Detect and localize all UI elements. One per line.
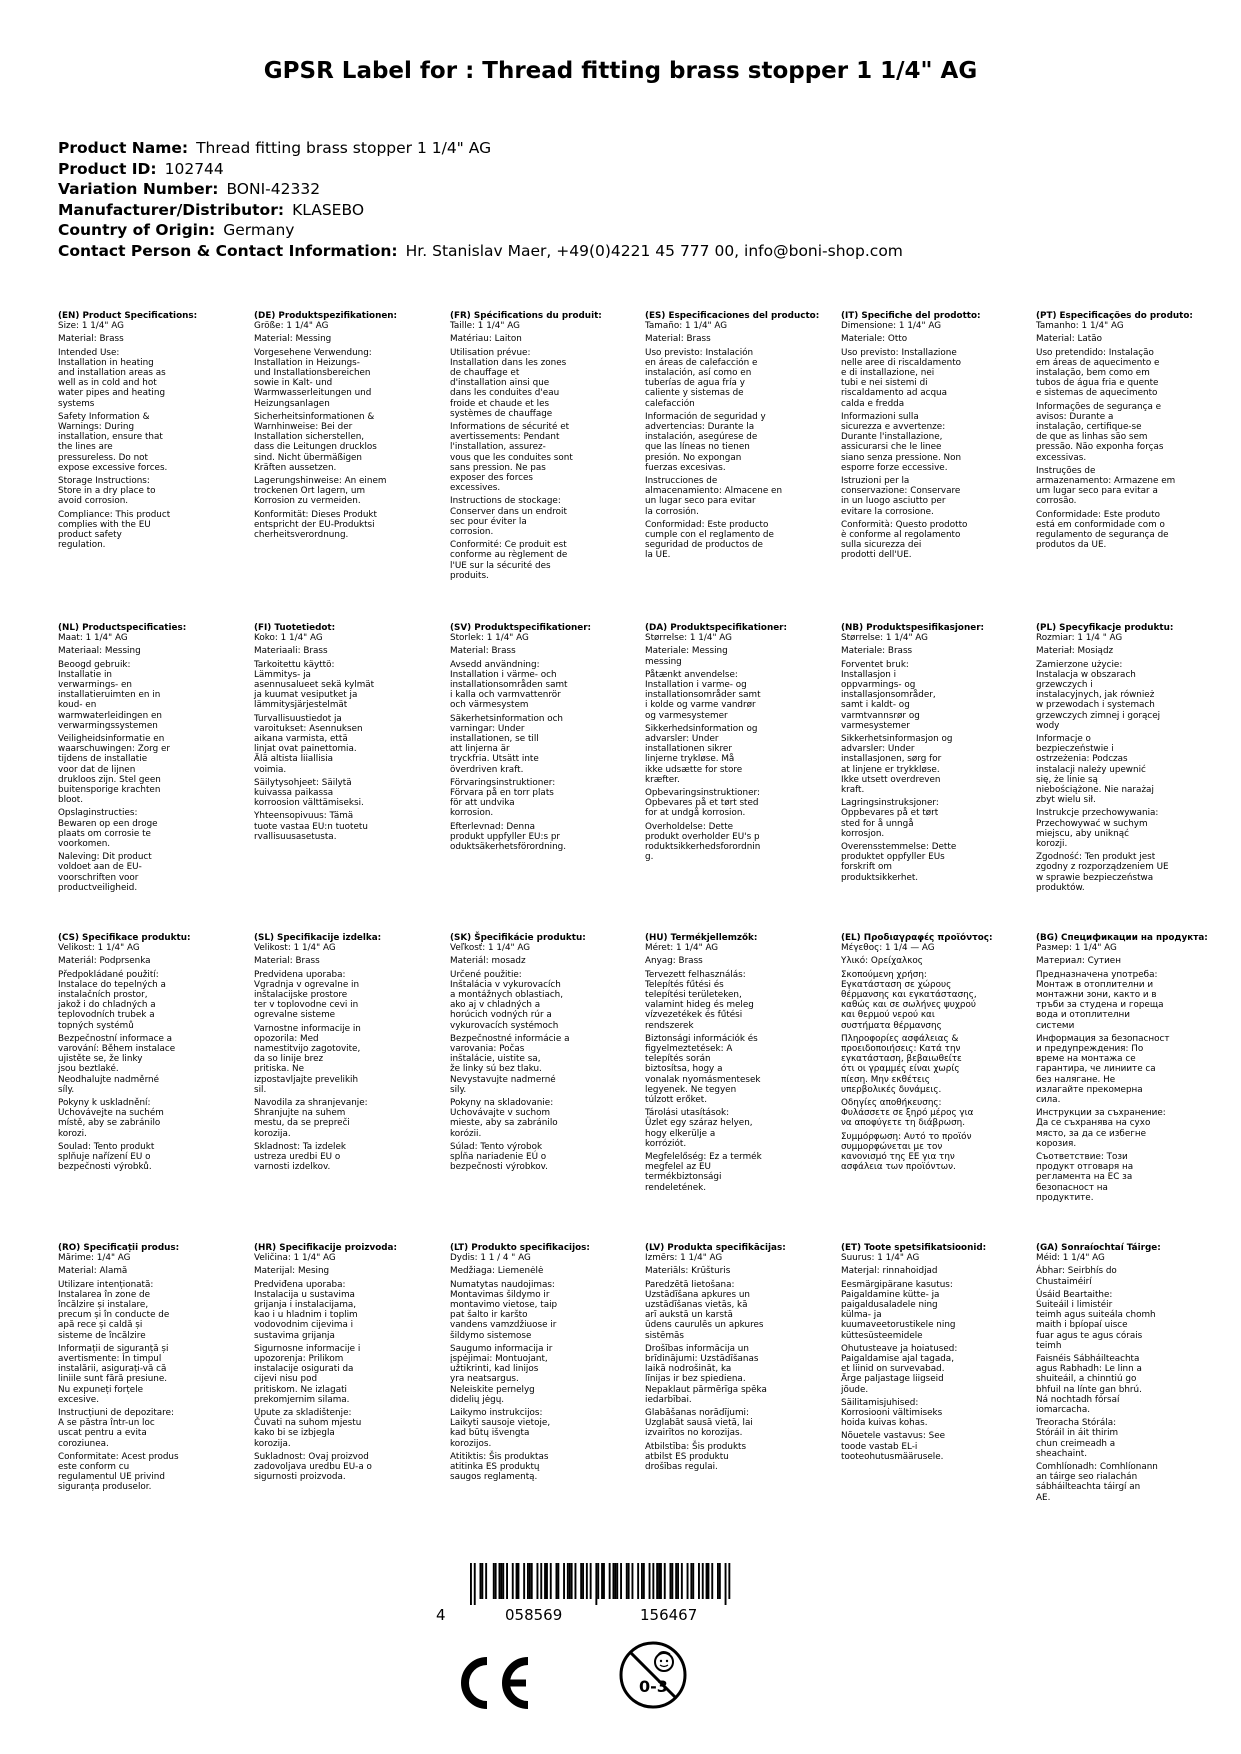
manufacturer-label: Manufacturer/Distributor: xyxy=(58,200,285,219)
spec-item: Informazioni sulla sicurezza e avvertenze: Durante l'installazione, assicurarsi che le linee siano senza pressione. Non esporre forze eccessive. xyxy=(841,411,962,473)
barcode-bar xyxy=(529,1563,531,1599)
country-of-origin-row xyxy=(58,220,903,241)
spec-item: Materiaal: Messing xyxy=(58,646,141,657)
spec-item: Materiale: Messing messing xyxy=(645,646,728,667)
spec-item: Instruções de armazenamento: Armazene em um lugar seco para evitar a corrosão. xyxy=(1036,465,1176,507)
barcode-bar xyxy=(518,1563,520,1599)
spec-item: Utilizare intenționată: Instalarea în zone de încălzire și instalare, precum și în conducte de apă rece și caldă și sisteme de încălzire xyxy=(58,1279,170,1341)
spec-item: Bezpečnostní informace a varování: Během instalace ujistěte se, že linky jsou beztlaké. Neodhalujte nadměrné síly. xyxy=(58,1033,176,1095)
spec-item: Pokyny na skladovanie: Uchovávajte v suchom mieste, aby sa zabránilo korózii. xyxy=(450,1098,558,1139)
spec-item: Συμμόρφωση: Αυτό το προϊόν συμμορφώνεται με τον κανονισμό της ΕΕ για την ασφάλεια των προϊόντων. xyxy=(841,1131,972,1173)
spec-item: Σκοπούμενη χρήση: Εγκατάσταση σε χώρους θέρμανσης και εγκατάστασης, καθώς και σε σωλήνες ψυχρού και θερμού νερού και συστήματα θέρμανσης xyxy=(841,969,977,1031)
spec-block-en xyxy=(58,311,244,553)
spec-item: Conformità: Questo prodotto è conforme al regolamento sulla sicurezza dei prodotti dell'UE. xyxy=(841,519,968,561)
not-for-children-0-3-icon xyxy=(618,1640,688,1710)
spec-heading: (LV) Produkta specifikācijas: xyxy=(645,1243,786,1253)
spec-item: Conformité: Ce produit est conforme au règlement de l'UE sur la sécurité des produits. xyxy=(450,540,568,581)
spec-heading: (EN) Product Specifications: xyxy=(58,311,198,321)
spec-item: Conformitate: Acest produs este conform cu regulamentul UE privind siguranța produselor. xyxy=(58,1451,179,1493)
barcode-bar xyxy=(708,1563,710,1599)
spec-item: Tárolási utasítások: Üzlet egy száraz helyen, hogy elkerülje a korróziót. xyxy=(645,1108,753,1149)
spec-item: Overensstemmelse: Dette produktet oppfyller EUs forskrift om produktsikkerhet. xyxy=(841,842,957,883)
barcode-bar xyxy=(706,1563,708,1599)
country-of-origin-label: Country of Origin: xyxy=(58,221,216,239)
spec-item: Größe: 1 1/4" AG xyxy=(254,321,329,332)
contact-value: Hr. Stanislav Maer, +49(0)4221 45 777 00, info@boni-shop.com xyxy=(405,241,903,260)
spec-item: Anyag: Brass xyxy=(645,956,703,967)
product-name-value: Thread fitting brass stopper 1 1/4" AG xyxy=(196,139,492,157)
product-id-label: Product ID: xyxy=(58,159,157,178)
spec-item: Mărime: 1/4" AG xyxy=(58,1253,131,1264)
spec-item: Upute za skladištenje: Čuvati na suhom mjestu kako bi se izbjegla korozija. xyxy=(254,1408,362,1449)
spec-item: Materijal: Mesing xyxy=(254,1266,330,1277)
barcode-bar xyxy=(702,1563,704,1599)
barcode-digits-right: 156467 xyxy=(640,1606,698,1624)
spec-item: Comhlíonadh: Comhlíonann an táirge seo rialachán sábháilteachta táirgí an AE. xyxy=(1036,1462,1158,1503)
spec-heading: (SK) Špecifikácie produktu: xyxy=(450,933,586,943)
spec-item: Taille: 1 1/4" AG xyxy=(450,321,520,332)
variation-number-row xyxy=(58,179,903,200)
spec-block-sl xyxy=(254,933,440,1175)
spec-item: Matériau: Laiton xyxy=(450,334,522,345)
barcode-bar xyxy=(698,1563,700,1599)
spec-item: Velikost: 1 1/4" AG xyxy=(254,943,336,954)
spec-item: Beoogd gebruik: Installatie in verwarmings- en installatieruimten en in koud- en warmwaterleidingen en verwarmingssystemen xyxy=(58,659,162,731)
spec-heading: (LT) Produkto specifikacijos: xyxy=(450,1243,590,1253)
spec-item: Efterlevnad: Denna produkt uppfyller EU:s pr oduktsäkerhetsförordning. xyxy=(450,821,567,853)
spec-item: Tamanho: 1 1/4" AG xyxy=(1036,321,1124,332)
spec-heading: (FR) Spécifications du produit: xyxy=(450,311,602,321)
spec-item: Πληροφορίες ασφάλειας & προειδοποιήσεις: Κατά την εγκατάσταση, βεβαιωθείτε ότι οι γραμμές είναι χωρίς πίεση. Μην εκθέτεις υπερβολικές δυνάμεις. xyxy=(841,1033,962,1095)
barcode-bar xyxy=(652,1563,654,1599)
spec-item: Zgodność: Ten produkt jest zgodny z rozporządzeniem UE w sprawie bezpieczeństwa produktów. xyxy=(1036,852,1169,893)
spec-item: Μέγεθος: 1 1/4 — AG xyxy=(841,943,935,954)
spec-item: Størrelse: 1 1/4" AG xyxy=(841,633,928,644)
barcode-bar xyxy=(537,1563,539,1599)
spec-item: Drošības informācija un brīdinājumi: Uzstādīšanas laikā nodrošināt, ka līnijas ir bez spiediena. Nepaklaut pārmērīga spēka iedarbībai. xyxy=(645,1343,767,1405)
spec-item: Biztonsági információk és figyelmeztetések: A telepítés során biztosítsa, hogy a vonalak nyomásmentesek legyenek. Ne tegyen túlzott erőket. xyxy=(645,1033,761,1106)
barcode-bar xyxy=(595,1563,597,1605)
barcode-bar xyxy=(531,1563,533,1599)
barcode-bar xyxy=(670,1563,672,1599)
spec-item: Nõuetele vastavus: See toode vastab EL-i tooteohutusmäärusele. xyxy=(841,1431,946,1462)
spec-item: Overholdelse: Dette produkt overholder EU's p roduktsikkerhedsforordnin g. xyxy=(645,821,761,863)
spec-item: Storage Instructions: Store in a dry place to avoid corrosion. xyxy=(58,476,156,507)
spec-item: Vorgesehene Verwendung: Installation in Heizungs- und Installationsbereichen sowie in Kalt- und Warmwasserleitungen und Heizungsanlagen xyxy=(254,347,372,409)
spec-item: Numatytas naudojimas: Montavimas šildymo ir montavimo vietose, taip pat šalto ir karšto vandens vamzdžiuose ir šildymo sistemose xyxy=(450,1279,558,1341)
spec-heading: (PT) Especificações do produto: xyxy=(1036,311,1193,321)
spec-item: Pokyny k uskladnění: Uchovávejte na suchém místě, aby se zabránilo korozi. xyxy=(58,1098,164,1139)
spec-block-nb xyxy=(841,623,1027,886)
barcode-digits-left: 058569 xyxy=(505,1606,563,1624)
spec-item: Tamaño: 1 1/4" AG xyxy=(645,321,728,332)
spec-block-ga xyxy=(1036,1243,1222,1506)
spec-heading: (HU) Termékjellemzők: xyxy=(645,933,758,943)
spec-item: Predviđena uporaba: Instalacija u sustavima grijanja i instalacijama, kao i u hladnim i toplim vodovodnim cijevima i sustavima grijanja xyxy=(254,1279,358,1341)
barcode-bar xyxy=(664,1563,666,1599)
spec-item: Koko: 1 1/4" AG xyxy=(254,633,323,644)
spec-item: Atitiktis: Šis produktas atitinka ES produktų saugos reglamentą. xyxy=(450,1451,549,1483)
spec-block-lv xyxy=(645,1243,831,1475)
barcode-bar xyxy=(649,1563,651,1599)
barcode-bar xyxy=(597,1563,599,1599)
barcode-bar xyxy=(658,1563,660,1599)
barcode-bar xyxy=(725,1563,727,1605)
barcode-bar xyxy=(481,1563,483,1599)
spec-item: Úsáid Beartaithe: Suiteáil i limistéir teimh agus suiteála chomh maith i bpíopaí uisce fuar agus te agus córais teimh xyxy=(1036,1289,1156,1351)
spec-item: Istruzioni per la conservazione: Conservare in un luogo asciutto per evitare la corrosione. xyxy=(841,476,961,517)
barcode-bar xyxy=(675,1563,677,1599)
product-name-label: Product Name: xyxy=(58,139,189,157)
manufacturer-row xyxy=(58,200,903,221)
barcode-bar xyxy=(590,1563,592,1599)
manufacturer-value: KLASEBO xyxy=(292,200,365,219)
barcode-bar xyxy=(557,1563,559,1599)
spec-heading: (CS) Specifikace produktu: xyxy=(58,933,191,943)
barcode-bar xyxy=(586,1563,588,1599)
spec-item: Utilisation prévue: Installation dans les zones de chauffage et d'installation ainsi que dans les conduites d'eau froide et chaude et les systèmes de chauffage xyxy=(450,347,567,419)
spec-item: Sukladnost: Ovaj proizvod zadovoljava uredbu EU-a o sigurnosti proizvoda. xyxy=(254,1451,372,1483)
barcode-bar xyxy=(656,1563,658,1599)
barcode-bar xyxy=(613,1563,615,1599)
spec-heading: (NL) Productspecificaties: xyxy=(58,623,187,633)
product-name-row xyxy=(58,138,903,159)
spec-block-hu xyxy=(645,933,831,1196)
spec-item: Υλικό: Ορείχαλκος xyxy=(841,956,923,967)
spec-block-bg xyxy=(1036,933,1222,1206)
spec-item: Materiale: Otto xyxy=(841,334,908,345)
barcode-bar xyxy=(480,1563,482,1599)
contact-row xyxy=(58,241,903,262)
barcode-bar xyxy=(671,1563,673,1599)
spec-item: Информация за безопасност и предупреждения: По време на монтажа се гарантира, че линиите са без налягане. Не излагайте прекомерна сила. xyxy=(1036,1033,1170,1106)
spec-heading: (ES) Especificaciones del producto: xyxy=(645,311,820,321)
spec-heading: (FI) Tuotetiedot: xyxy=(254,623,336,633)
spec-item: Materiál: Podprsenka xyxy=(58,956,151,967)
spec-item: Storlek: 1 1/4" AG xyxy=(450,633,529,644)
barcode-bar xyxy=(546,1563,548,1599)
spec-item: Sikkerhedsinformation og advarsler: Under installationen sikrer linjerne trykløse. Må ikke udsætte for store kræfter. xyxy=(645,723,758,785)
spec-item: Atbilstība: Šis produkts atbilst ES produktu drošības regulai. xyxy=(645,1441,747,1473)
barcode-bar xyxy=(687,1563,689,1599)
spec-block-el xyxy=(841,933,1027,1175)
spec-item: Informations de sécurité et avertissements: Pendant l'installation, assurez- vous que les conduites sont sans pression. Ne pas exposer des forces excessives. xyxy=(450,422,573,494)
spec-item: Ohutusteave ja hoiatused: Paigaldamise ajal tagada, et liinid on survevabad. Ärge paljastage liigseid jõude. xyxy=(841,1343,958,1395)
spec-heading: (DA) Produktspecifikationer: xyxy=(645,623,788,633)
spec-item: Påtænkt anvendelse: Installation i varme- og installationsområder samt i kolde og varme vandrør og varmesystemer xyxy=(645,669,761,721)
spec-item: Zamierzone użycie: Instalacja w obszarach grzewczych i instalacyjnych, jak również w przewodach i systemach grzewczych zimnej i gorącej wody xyxy=(1036,659,1161,731)
spec-item: Material: Brass xyxy=(450,646,516,657)
barcode-bar xyxy=(495,1563,497,1599)
spec-item: Avsedd användning: Installation i värme- och installationsområden samt i kalla och varmvattenrör och värmesystem xyxy=(450,659,568,711)
spec-item: Materiale: Brass xyxy=(841,646,913,657)
barcode-bar xyxy=(614,1563,616,1599)
barcode-bar xyxy=(620,1563,622,1599)
barcode-bar xyxy=(474,1563,476,1605)
spec-heading: (GA) Sonraíochtaí Táirge: xyxy=(1036,1243,1161,1253)
barcode-digit-prefix: 4 xyxy=(436,1606,446,1624)
spec-item: Uso pretendido: Instalação em áreas de aquecimento e instalação, bem como em tubos de água fria e quente e sistemas de aquecimento xyxy=(1036,347,1160,399)
product-id-row xyxy=(58,159,903,180)
spec-item: Dydis: 1 1 / 4 " AG xyxy=(450,1253,531,1264)
spec-item: Konformität: Dieses Produkt entspricht der EU-Produktsi cherheitsverordnung. xyxy=(254,509,377,541)
spec-item: Předpokládané použití: Instalace do tepelných a instalačních prostor, jakož i do chladných a teplovodních trubek a topných systémů xyxy=(58,969,166,1031)
spec-item: Sicherheitsinformationen & Warnhinweise: Bei der Installation sicherstellen, dass die Leitungen drucklos sind. Nicht übermäßigen Kräften aussetzen. xyxy=(254,411,377,473)
spec-item: Bezpečnostné informácie a varovania: Počas inštalácie, uistite sa, že linky sú bez tlaku. Nevystavujte nadmerné sily. xyxy=(450,1033,570,1095)
spec-item: Yhteensopivuus: Tämä tuote vastaa EU:n tuotetu rvallisuusasetusta. xyxy=(254,811,368,842)
spec-item: Veiligheidsinformatie en waarschuwingen: Zorg er tijdens de installatie voor dat de lijnen drukloos zijn. Stel geen buitensporige krachten bloot. xyxy=(58,734,170,806)
spec-item: Información de seguridad y advertencias: Durante la instalación, asegúrese de que las líneas no tienen presión. No expongan fuerzas excesivas. xyxy=(645,411,766,473)
spec-heading: (HR) Specifikacije proizvoda: xyxy=(254,1243,397,1253)
barcode-bar xyxy=(616,1563,618,1599)
spec-item: Инструкции за съхранение: Да се съхранява на сухо място, за да се избегне корозия. xyxy=(1036,1108,1166,1149)
spec-item: Treoracha Stórála: Stóráil in áit thirim chun creimeadh a sheachaint. xyxy=(1036,1418,1119,1459)
barcode-bar xyxy=(632,1563,634,1599)
spec-item: Naleving: Dit product voldoet aan de EU- voorschriften voor productveiligheid. xyxy=(58,852,152,893)
spec-item: Materiaali: Brass xyxy=(254,646,328,657)
barcode-bar xyxy=(544,1563,546,1599)
barcode-bar xyxy=(719,1563,721,1599)
spec-item: Určené použitie: Inštalácia v vykurovacích a montážnych oblastiach, ako aj v chladných a horúcich vodných rúr a vykurovacích systémoch xyxy=(450,969,564,1031)
spec-item: Opslaginstructies: Bewaren op een droge plaats om corrosie te voorkomen. xyxy=(58,808,158,850)
spec-item: Tarkoitettu käyttö: Lämmitys- ja asennusalueet sekä kylmät ja kuumat vesiputket ja lämmitysjärjestelmät xyxy=(254,659,375,711)
spec-heading: (DE) Produktspezifikationen: xyxy=(254,311,398,321)
country-of-origin-value: Germany xyxy=(223,221,295,239)
barcode-bar xyxy=(506,1563,508,1599)
barcode-bar xyxy=(540,1563,542,1599)
barcode-bar xyxy=(690,1563,692,1599)
barcode-bar xyxy=(677,1563,679,1599)
barcode-bar xyxy=(567,1563,569,1599)
barcode-bar xyxy=(556,1563,558,1599)
barcode-bar xyxy=(717,1563,719,1599)
spec-item: Informações de segurança e avisos: Durante a instalação, certifique-se de que as linhas são sem pressão. Não exponha forças excessivas. xyxy=(1036,401,1164,463)
spec-block-pt xyxy=(1036,311,1222,553)
spec-item: Soulad: Tento produkt splňuje nařízení EU o bezpečnosti výrobků. xyxy=(58,1141,155,1173)
spec-item: Paredzētā lietošana: Uzstādīšana apkures un uzstādīšanas vietās, kā arī aukstā un karstā ūdens caurulēs un apkures sistēmās xyxy=(645,1279,764,1341)
spec-item: Maat: 1 1/4" AG xyxy=(58,633,128,644)
spec-item: Navodila za shranjevanje: Shranjujte na suhem mestu, da se prepreči korozija. xyxy=(254,1098,368,1139)
spec-item: Uso previsto: Instalación en áreas de calefacción e instalación, así como en tuberías de agua fría y caliente y sistemas de calefacción xyxy=(645,347,758,409)
spec-item: Material: Alamă xyxy=(58,1266,128,1277)
spec-item: Súlad: Tento výrobok spĺňa nariadenie EÚ o bezpečnosti výrobkov. xyxy=(450,1141,548,1173)
spec-item: Safety Information & Warnings: During installation, ensure that the lines are pressureless. Do not expose excessive forces. xyxy=(58,411,168,473)
barcode-bar xyxy=(643,1563,645,1599)
spec-item: Opbevaringsinstruktioner: Opbevares på et tørt sted for at undgå korrosion. xyxy=(645,788,760,819)
spec-block-pl xyxy=(1036,623,1222,896)
barcode-bar xyxy=(580,1563,582,1599)
spec-heading: (NB) Produktspesifikasjoner: xyxy=(841,623,985,633)
barcode-bar xyxy=(470,1563,472,1605)
spec-block-ro xyxy=(58,1243,244,1496)
spec-item: Materjal: rinnahoidjad xyxy=(841,1266,938,1277)
spec-item: Turvallisuustiedot ja varoitukset: Asennuksen aikana varmista, että linjat ovat painettomia. Älä altista liiallisia voimia. xyxy=(254,713,363,775)
barcode-bar xyxy=(493,1563,495,1599)
spec-block-lt xyxy=(450,1243,636,1485)
age-label: 0-3 xyxy=(639,1677,668,1696)
spec-block-de xyxy=(254,311,440,543)
spec-block-it xyxy=(841,311,1027,564)
barcode-bar xyxy=(603,1563,605,1599)
spec-item: Méid: 1 1/4" AG xyxy=(1036,1253,1105,1264)
spec-heading: (SL) Specifikacije izdelka: xyxy=(254,933,382,943)
spec-item: Faisnéis Sábháilteachta agus Rabhadh: Le linn a shuiteáil, a chinntiú go bhfuil na línte gan bhrú. Ná nochtadh fórsaí iomarcacha. xyxy=(1036,1354,1142,1416)
spec-item: Materiał: Mosiądz xyxy=(1036,646,1114,657)
spec-item: Instructions de stockage: Conserver dans un endroit sec pour éviter la corrosion. xyxy=(450,496,567,538)
barcode-bar xyxy=(692,1563,694,1599)
spec-item: Dimensione: 1 1/4" AG xyxy=(841,321,942,332)
barcode-bar xyxy=(660,1563,662,1599)
barcode-bar xyxy=(527,1563,529,1599)
spec-item: Suurus: 1 1/4" AG xyxy=(841,1253,920,1264)
barcode-bar xyxy=(485,1563,487,1599)
barcode-bar xyxy=(637,1563,639,1599)
spec-block-sk xyxy=(450,933,636,1175)
spec-item: Instrucciones de almacenamiento: Almacene en un lugar seco para evitar la corrosión. xyxy=(645,476,783,517)
spec-item: Velikost: 1 1/4" AG xyxy=(58,943,140,954)
spec-item: Uso previsto: Installazione nelle aree di riscaldamento e di installazione, nei tubi e nei sistemi di riscaldamento ad acqua calda e fredda xyxy=(841,347,962,409)
product-id-value: 102744 xyxy=(164,159,224,178)
spec-item: Megfelelőség: Ez a termék megfelel az EU termékbiztonsági rendeletének. xyxy=(645,1152,762,1193)
barcode-bar xyxy=(711,1563,713,1599)
spec-block-nl xyxy=(58,623,244,896)
barcode-bar xyxy=(500,1563,502,1599)
spec-item: Laikymo instrukcijos: Laikyti sausoje vietoje, kad būtų išvengta korozijos. xyxy=(450,1408,551,1449)
spec-item: Compliance: This product complies with the EU product safety regulation. xyxy=(58,509,171,551)
barcode xyxy=(470,1563,770,1605)
spec-item: Informacje o bezpieczeństwie i ostrzeżenia: Podczas instalacji należy upewnić się, że linie są niebościążone. Nie narażaj zbyt wielu sił. xyxy=(1036,734,1154,806)
spec-item: Conformidade: Este produto está em conformidade com o regulamento de segurança de produtos da UE. xyxy=(1036,509,1169,551)
spec-item: Material: Brass xyxy=(645,334,711,345)
spec-heading: (IT) Specifiche del prodotto: xyxy=(841,311,981,321)
spec-item: Instrucțiuni de depozitare: A se păstra într-un loc uscat pentru a evita coroziunea. xyxy=(58,1408,174,1449)
spec-item: Størrelse: 1 1/4" AG xyxy=(645,633,732,644)
spec-heading: (ET) Toote spetsifikatsioonid: xyxy=(841,1243,987,1253)
barcode-bar xyxy=(569,1563,571,1599)
spec-item: Medžiaga: Liemenėlė xyxy=(450,1266,544,1277)
barcode-bar xyxy=(641,1563,643,1599)
spec-item: Conformidad: Este producto cumple con el reglamento de seguridad de productos de la UE. xyxy=(645,519,774,561)
contact-label: Contact Person & Contact Information: xyxy=(58,241,398,260)
spec-item: Lagringsinstruksjoner: Oppbevares på et tørt sted for å unngå korrosjon. xyxy=(841,798,939,839)
barcode-bar xyxy=(728,1563,730,1599)
variation-number-value: BONI-42332 xyxy=(226,180,321,198)
spec-block-es xyxy=(645,311,831,564)
variation-number-label: Variation Number: xyxy=(58,180,219,198)
barcode-bar xyxy=(550,1563,552,1599)
spec-item: Skladnost: Ta izdelek ustreza uredbi EU o varnosti izdelkov. xyxy=(254,1141,346,1173)
spec-item: Eesmärgipärane kasutus: Paigaldamine kütte- ja paigaldusaladele ning külma- ja kuumaveetorustikele ning küttesüsteemidele xyxy=(841,1279,956,1341)
spec-item: Intended Use: Installation in heating and installation areas as well as in cold and hot water pipes and heating systems xyxy=(58,347,166,409)
product-info xyxy=(58,138,903,261)
spec-block-fi xyxy=(254,623,440,845)
spec-item: Sigurnosne informacije i upozorenja: Prilikom instalacije osigurati da cijevi nisu pod pritiskom. Ne izlagati prekomjernim silama. xyxy=(254,1343,361,1405)
spec-item: Varnostne informacije in opozorila: Med namestitvijo zagotovite, da so linije brez pritiska. Ne izpostavljajte prevelikih sil. xyxy=(254,1023,361,1095)
spec-item: Saugumo informacija ir įspėjimai: Montuojant, užtikrinti, kad linijos yra neatsargus. Neleiskite pernelyg didelių jėgų. xyxy=(450,1343,553,1405)
spec-heading: (SV) Produktspecifikationer: xyxy=(450,623,592,633)
spec-item: Informații de siguranță și avertismente: În timpul instalării, asigurați-vă că liniile sunt fără presiune. Nu expuneți forțele excesive. xyxy=(58,1343,169,1405)
spec-block-hr xyxy=(254,1243,440,1485)
spec-item: Säilytysohjeet: Säilytä kuivassa paikassa korroosion välttämiseksi. xyxy=(254,777,364,809)
spec-item: Säkerhetsinformation och varningar: Under installationen, se till att linjerna är tryckfria. Utsätt inte överdriven kraft. xyxy=(450,713,564,775)
spec-item: Ábhar: Seirbhís do Chustaiméirí xyxy=(1036,1266,1117,1287)
barcode-bar xyxy=(516,1563,518,1599)
spec-item: Material: Messing xyxy=(254,334,332,345)
barcode-bar xyxy=(681,1563,683,1599)
spec-item: Οδηγίες αποθήκευσης: Φυλάσσετε σε ξηρό μέρος για να αποφύγετε τη διάβρωση. xyxy=(841,1098,974,1129)
spec-block-sv xyxy=(450,623,636,855)
spec-item: Size: 1 1/4" AG xyxy=(58,321,124,332)
barcode-bar xyxy=(502,1563,504,1599)
spec-item: Material: Brass xyxy=(254,956,320,967)
barcode-bar xyxy=(609,1563,611,1599)
spec-heading: (RO) Specificații produs: xyxy=(58,1243,180,1253)
spec-item: Sikkerhetsinformasjon og advarsler: Under installasjonen, sørg for at linjene er trykkløse. Ikke utsett overdreven kraft. xyxy=(841,734,953,796)
spec-block-et xyxy=(841,1243,1027,1465)
barcode-bar xyxy=(628,1563,630,1599)
spec-block-da xyxy=(645,623,831,865)
barcode-bar xyxy=(626,1563,628,1599)
spec-item: Méret: 1 1/4" AG xyxy=(645,943,719,954)
barcode-bar xyxy=(601,1563,603,1599)
spec-heading: (PL) Specyfikacje produktu: xyxy=(1036,623,1174,633)
spec-item: Izmērs: 1 1/4" AG xyxy=(645,1253,723,1264)
ce-mark-icon xyxy=(454,1655,534,1711)
barcode-bar xyxy=(575,1563,577,1599)
spec-item: Размер: 1 1/4" AG xyxy=(1036,943,1117,954)
spec-item: Glabāšanas norādījumi: Uzglabāt sausā vietā, lai izvairītos no korozijas. xyxy=(645,1408,753,1439)
spec-item: Materiál: mosadz xyxy=(450,956,526,967)
spec-block-cs xyxy=(58,933,244,1175)
spec-item: Lagerungshinweise: An einem trockenen Ort lagern, um Korrosion zu vermeiden. xyxy=(254,476,387,507)
spec-item: Predvidena uporaba: Vgradnja v ogrevalne in inštalacijske prostore ter v toplovodne cevi in ogrevalne sisteme xyxy=(254,969,360,1021)
spec-item: Instrukcje przechowywania: Przechowywać w suchym miejscu, aby uniknąć korozji. xyxy=(1036,808,1159,850)
barcode-bar xyxy=(499,1563,501,1599)
spec-item: Veľkosť: 1 1/4" AG xyxy=(450,943,531,954)
spec-item: Material: Latão xyxy=(1036,334,1103,345)
spec-item: Материал: Сутиен xyxy=(1036,956,1121,967)
spec-item: Säilitamisjuhised: Korrosiooni vältimiseks hoida kuivas kohas. xyxy=(841,1397,943,1429)
spec-item: Rozmiar: 1 1/4 " AG xyxy=(1036,633,1123,644)
page-title: GPSR Label for : Thread fitting brass stopper 1 1/4" AG xyxy=(263,58,978,84)
barcode-bar xyxy=(523,1563,525,1599)
spec-heading: (EL) Προδιαγραφές προϊόντος: xyxy=(841,933,993,943)
spec-block-fr xyxy=(450,311,636,584)
spec-item: Veličina: 1 1/4" AG xyxy=(254,1253,336,1264)
spec-item: Tervezett felhasználás: Telepítés fűtési és telepítési területeken, valamint hideg és meleg vízvezetékek és fűtési rendszerek xyxy=(645,969,754,1031)
barcode-bar xyxy=(571,1563,573,1599)
barcode-bar xyxy=(512,1563,514,1599)
barcode-bar xyxy=(582,1563,584,1599)
spec-item: Materiāls: Krūšturis xyxy=(645,1266,731,1277)
spec-item: Съответствие: Този продукт отговаря на регламента на ЕС за безопасност на продуктите. xyxy=(1036,1152,1134,1203)
spec-item: Förvaringsinstruktioner: Förvara på en torr plats för att undvika korrosion. xyxy=(450,777,556,819)
spec-item: Предназначена употреба: Монтаж в отоплителни и монтажни зони, както и в тръби за студена и гореща вода и отоплителни системи xyxy=(1036,969,1164,1031)
spec-heading: (BG) Спецификации на продукта: xyxy=(1036,933,1208,943)
spec-item: Forventet bruk: Installasjon i oppvarmings- og installasjonsområder, samt i kaldt- og varmtvannsrør og varmesystemer xyxy=(841,659,936,731)
spec-item: Material: Brass xyxy=(58,334,124,345)
barcode-bar xyxy=(563,1563,565,1599)
